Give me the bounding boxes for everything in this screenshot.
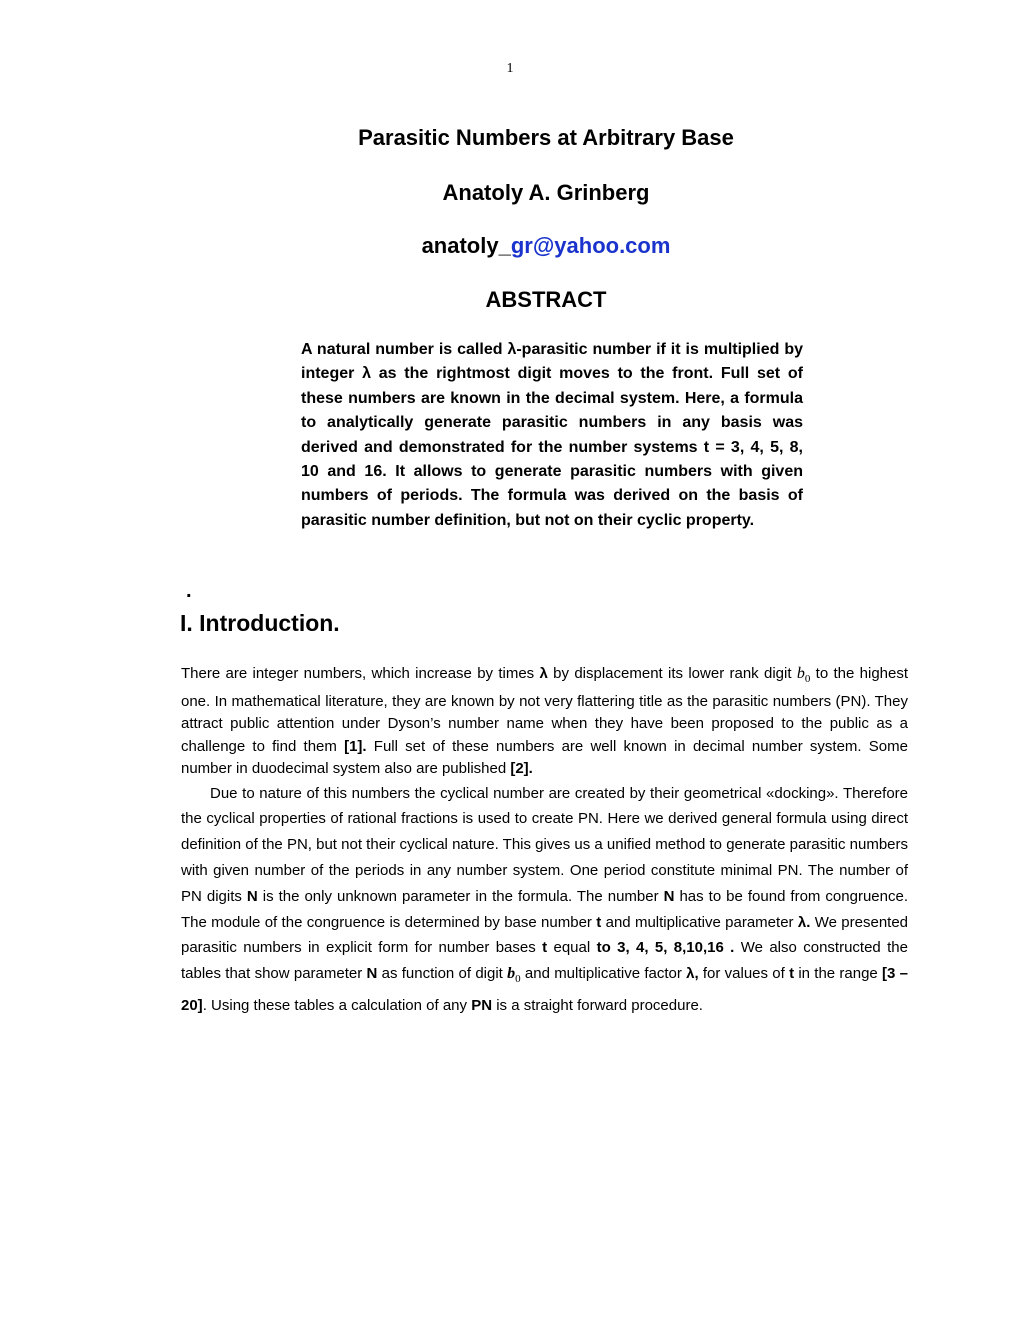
bullet-dot: .	[186, 580, 192, 602]
b0-symbol: $b_0$	[507, 965, 521, 986]
b0-symbol: $b_0$	[796, 665, 811, 686]
page-number: 1	[506, 61, 514, 76]
paper-title: Parasitic Numbers at Arbitrary Base	[358, 125, 734, 150]
abstract-text: A natural number is called λ-parasitic number if it is multiplied by integer λ as the rightmost digit moves to the front. Full set of these numbers are known in the decimal system. Here, a formula to analytically generate parasitic numbers in any basis was derived and demonstrated for the number systems t = 3, 4, 5, 8, 10 and 16. It allows to generate parasitic numbers with given numbers of periods. The formula was derived on the basis of parasitic number definition, but not on their cyclic property.	[301, 341, 803, 529]
intro-paragraph-2: Due to nature of this numbers the cyclical number are created by their geometrical «docking». Therefore the cyclical properties of rational fractions is used to create PN. Here we derived general formula using direct definition of the PN, but not their cyclical nature. This gives us a unified method to generate parasitic numbers with given number of the periods in any number system. One period constitute minimal PN. The number of PN digits N is the only unknown parameter in the formula. The number N has to be found from congruence. The module of the congruence is determined by base number t and multiplicative parameter λ. We presented parasitic numbers in explicit form for number bases t equal to 3, 4, 5, 8,10,16 . We also constructed the tables that show parameter N as function of digit $b_0$ and multiplicative factor λ, for values of t in the range [3 – 20]. Using these tables a calculation of any PN is a straight forward procedure.	[181, 784, 909, 1015]
reference-1: [1].	[344, 737, 367, 755]
email-link[interactable]: gr@yahoo.com	[510, 233, 671, 258]
section-heading: I. Introduction.	[180, 610, 340, 636]
introduction-body	[181, 663, 908, 1019]
email-prefix: anatoly_	[421, 233, 511, 258]
author-name: Anatoly A. Grinberg	[442, 180, 650, 205]
intro-paragraph-1: There are integer numbers, which increase by times λ by displacement its lower rank digit $b_0$ to the highest one. In mathematical literature, they are known by not very flattering title as the parasitic numbers (PN). They attract public attention under Dyson’s number name when they have been proposed to the public as a challenge to find them [1]. Full set of these numbers are well known in decimal number system. Some number in duodecimal system also are published [2].	[181, 665, 909, 778]
author-email	[0, 233, 1020, 259]
reference-2: [2].	[510, 760, 533, 778]
abstract-heading: ABSTRACT	[485, 287, 607, 312]
